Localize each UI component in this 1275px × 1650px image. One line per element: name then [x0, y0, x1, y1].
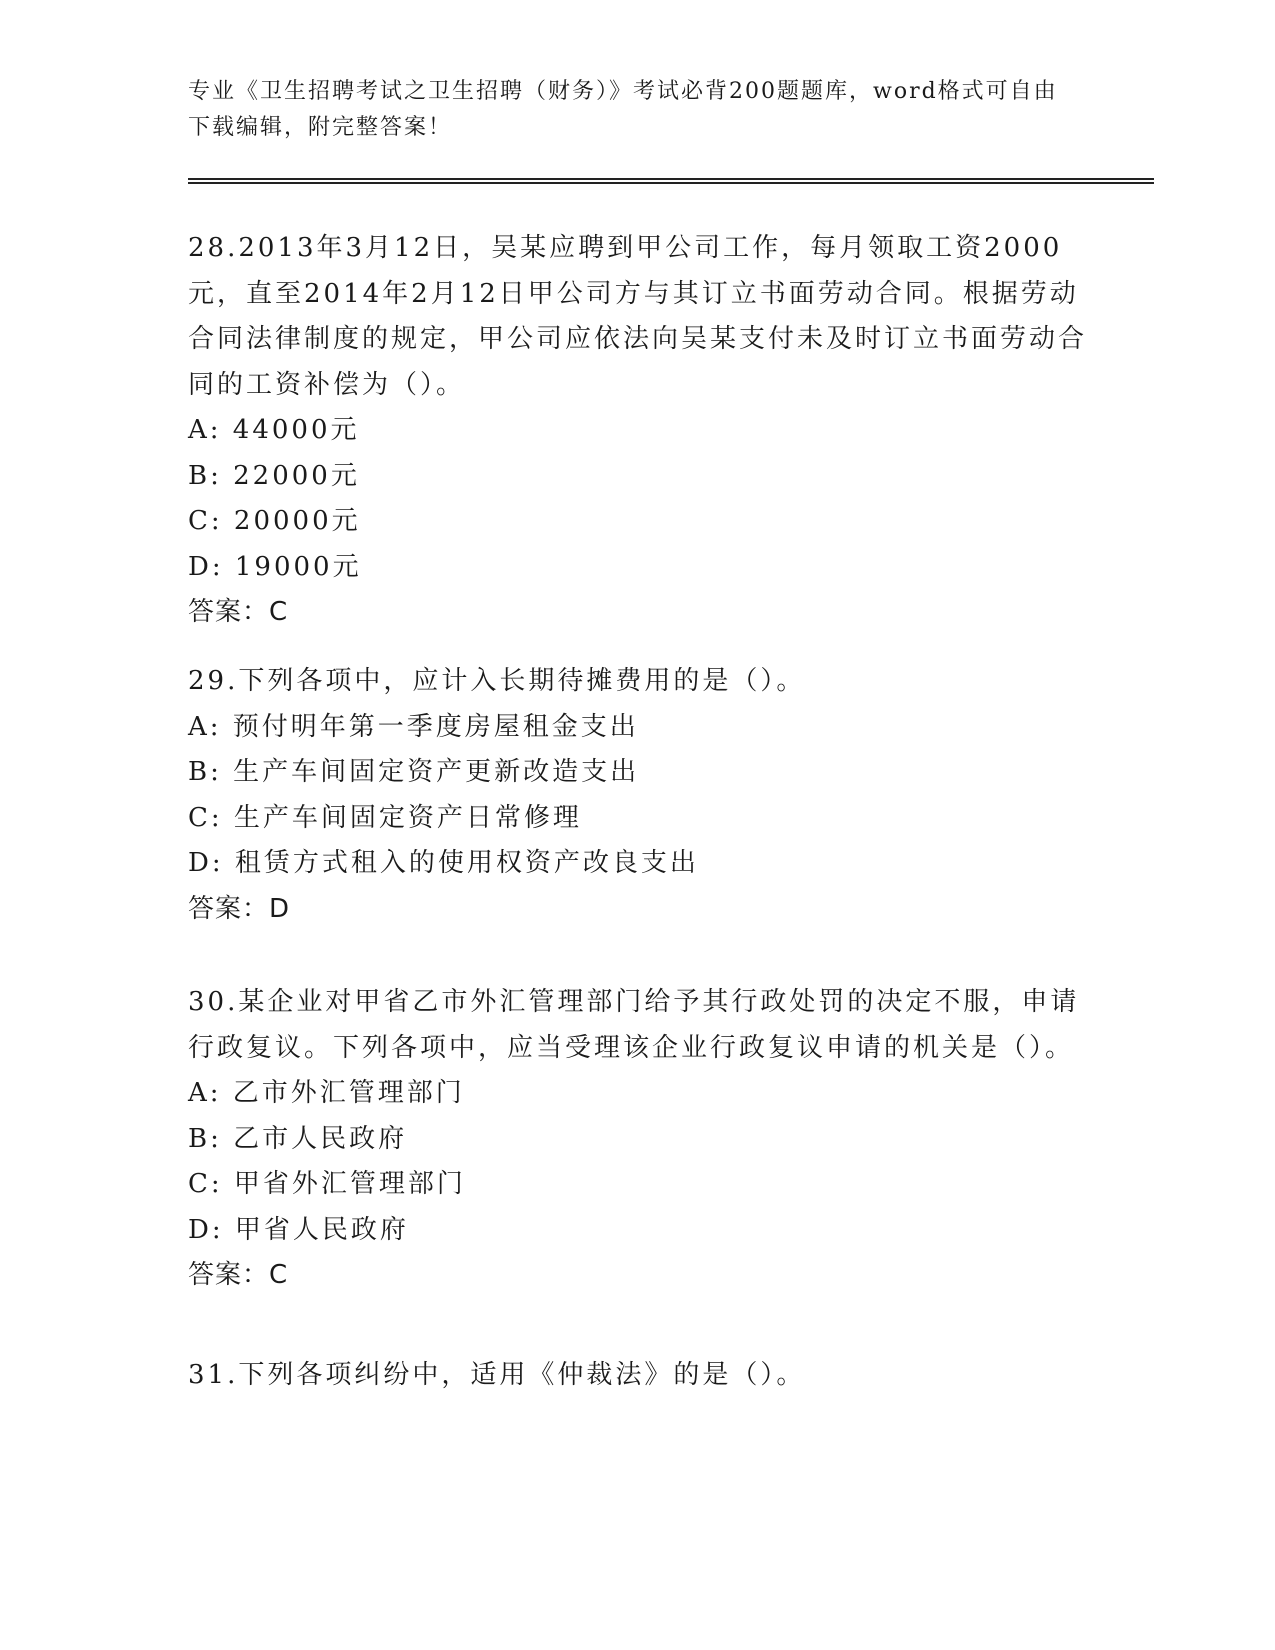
- option-c: C: 20000元: [188, 506, 361, 536]
- answer-line: 答案：C: [188, 597, 289, 627]
- option-d: D: 甲省人民政府: [188, 1214, 409, 1245]
- option-b: B: 生产车间固定资产更新改造支出: [188, 757, 640, 787]
- answer-line: 答案：C: [188, 1260, 289, 1290]
- option-b: B: 22000元: [188, 460, 360, 491]
- option-d: D: 19000元: [188, 551, 362, 582]
- option-a: A: 44000元: [188, 415, 360, 445]
- question-stem: 31.下列各项纠纷中，适用《仲裁法》的是（）。: [188, 1360, 806, 1390]
- question-stem: 30.某企业对甲省乙市外汇管理部门给予其行政处罚的决定不服，申请行政复议。下列各项中，应当受理该企业行政复议申请的机关是（）。: [188, 987, 1080, 1063]
- option-c: C: 甲省外汇管理部门: [188, 1169, 466, 1199]
- question-30: [188, 980, 1088, 1299]
- question-stem: 28.2013年3月12日，吴某应聘到甲公司工作，每月领取工资2000元，直至2014年2月12日甲公司方与其订立书面劳动合同。根据劳动合同法律制度的规定，甲公司应依法向吴某支付未及时订立书面劳动合同的工资补偿为（）。: [188, 233, 1088, 400]
- question-29: [188, 659, 1088, 932]
- option-c: C: 生产车间固定资产日常修理: [188, 802, 582, 833]
- header-divider: [188, 178, 1154, 184]
- option-b: B: 乙市人民政府: [188, 1123, 408, 1154]
- question-stem: 29.下列各项中，应计入长期待摊费用的是（）。: [188, 666, 806, 696]
- document-header: 专业《卫生招聘考试之卫生招聘（财务）》考试必背200题题库，word格式可自由下载编辑，附完整答案！: [188, 79, 1058, 140]
- question-31: [188, 1353, 1088, 1399]
- option-a: A: 预付明年第一季度房屋租金支出: [188, 711, 639, 742]
- question-28: [188, 226, 1088, 636]
- option-a: A: 乙市外汇管理部门: [188, 1078, 465, 1108]
- answer-line: 答案：D: [188, 893, 291, 924]
- option-d: D: 租赁方式租入的使用权资产改良支出: [188, 848, 699, 878]
